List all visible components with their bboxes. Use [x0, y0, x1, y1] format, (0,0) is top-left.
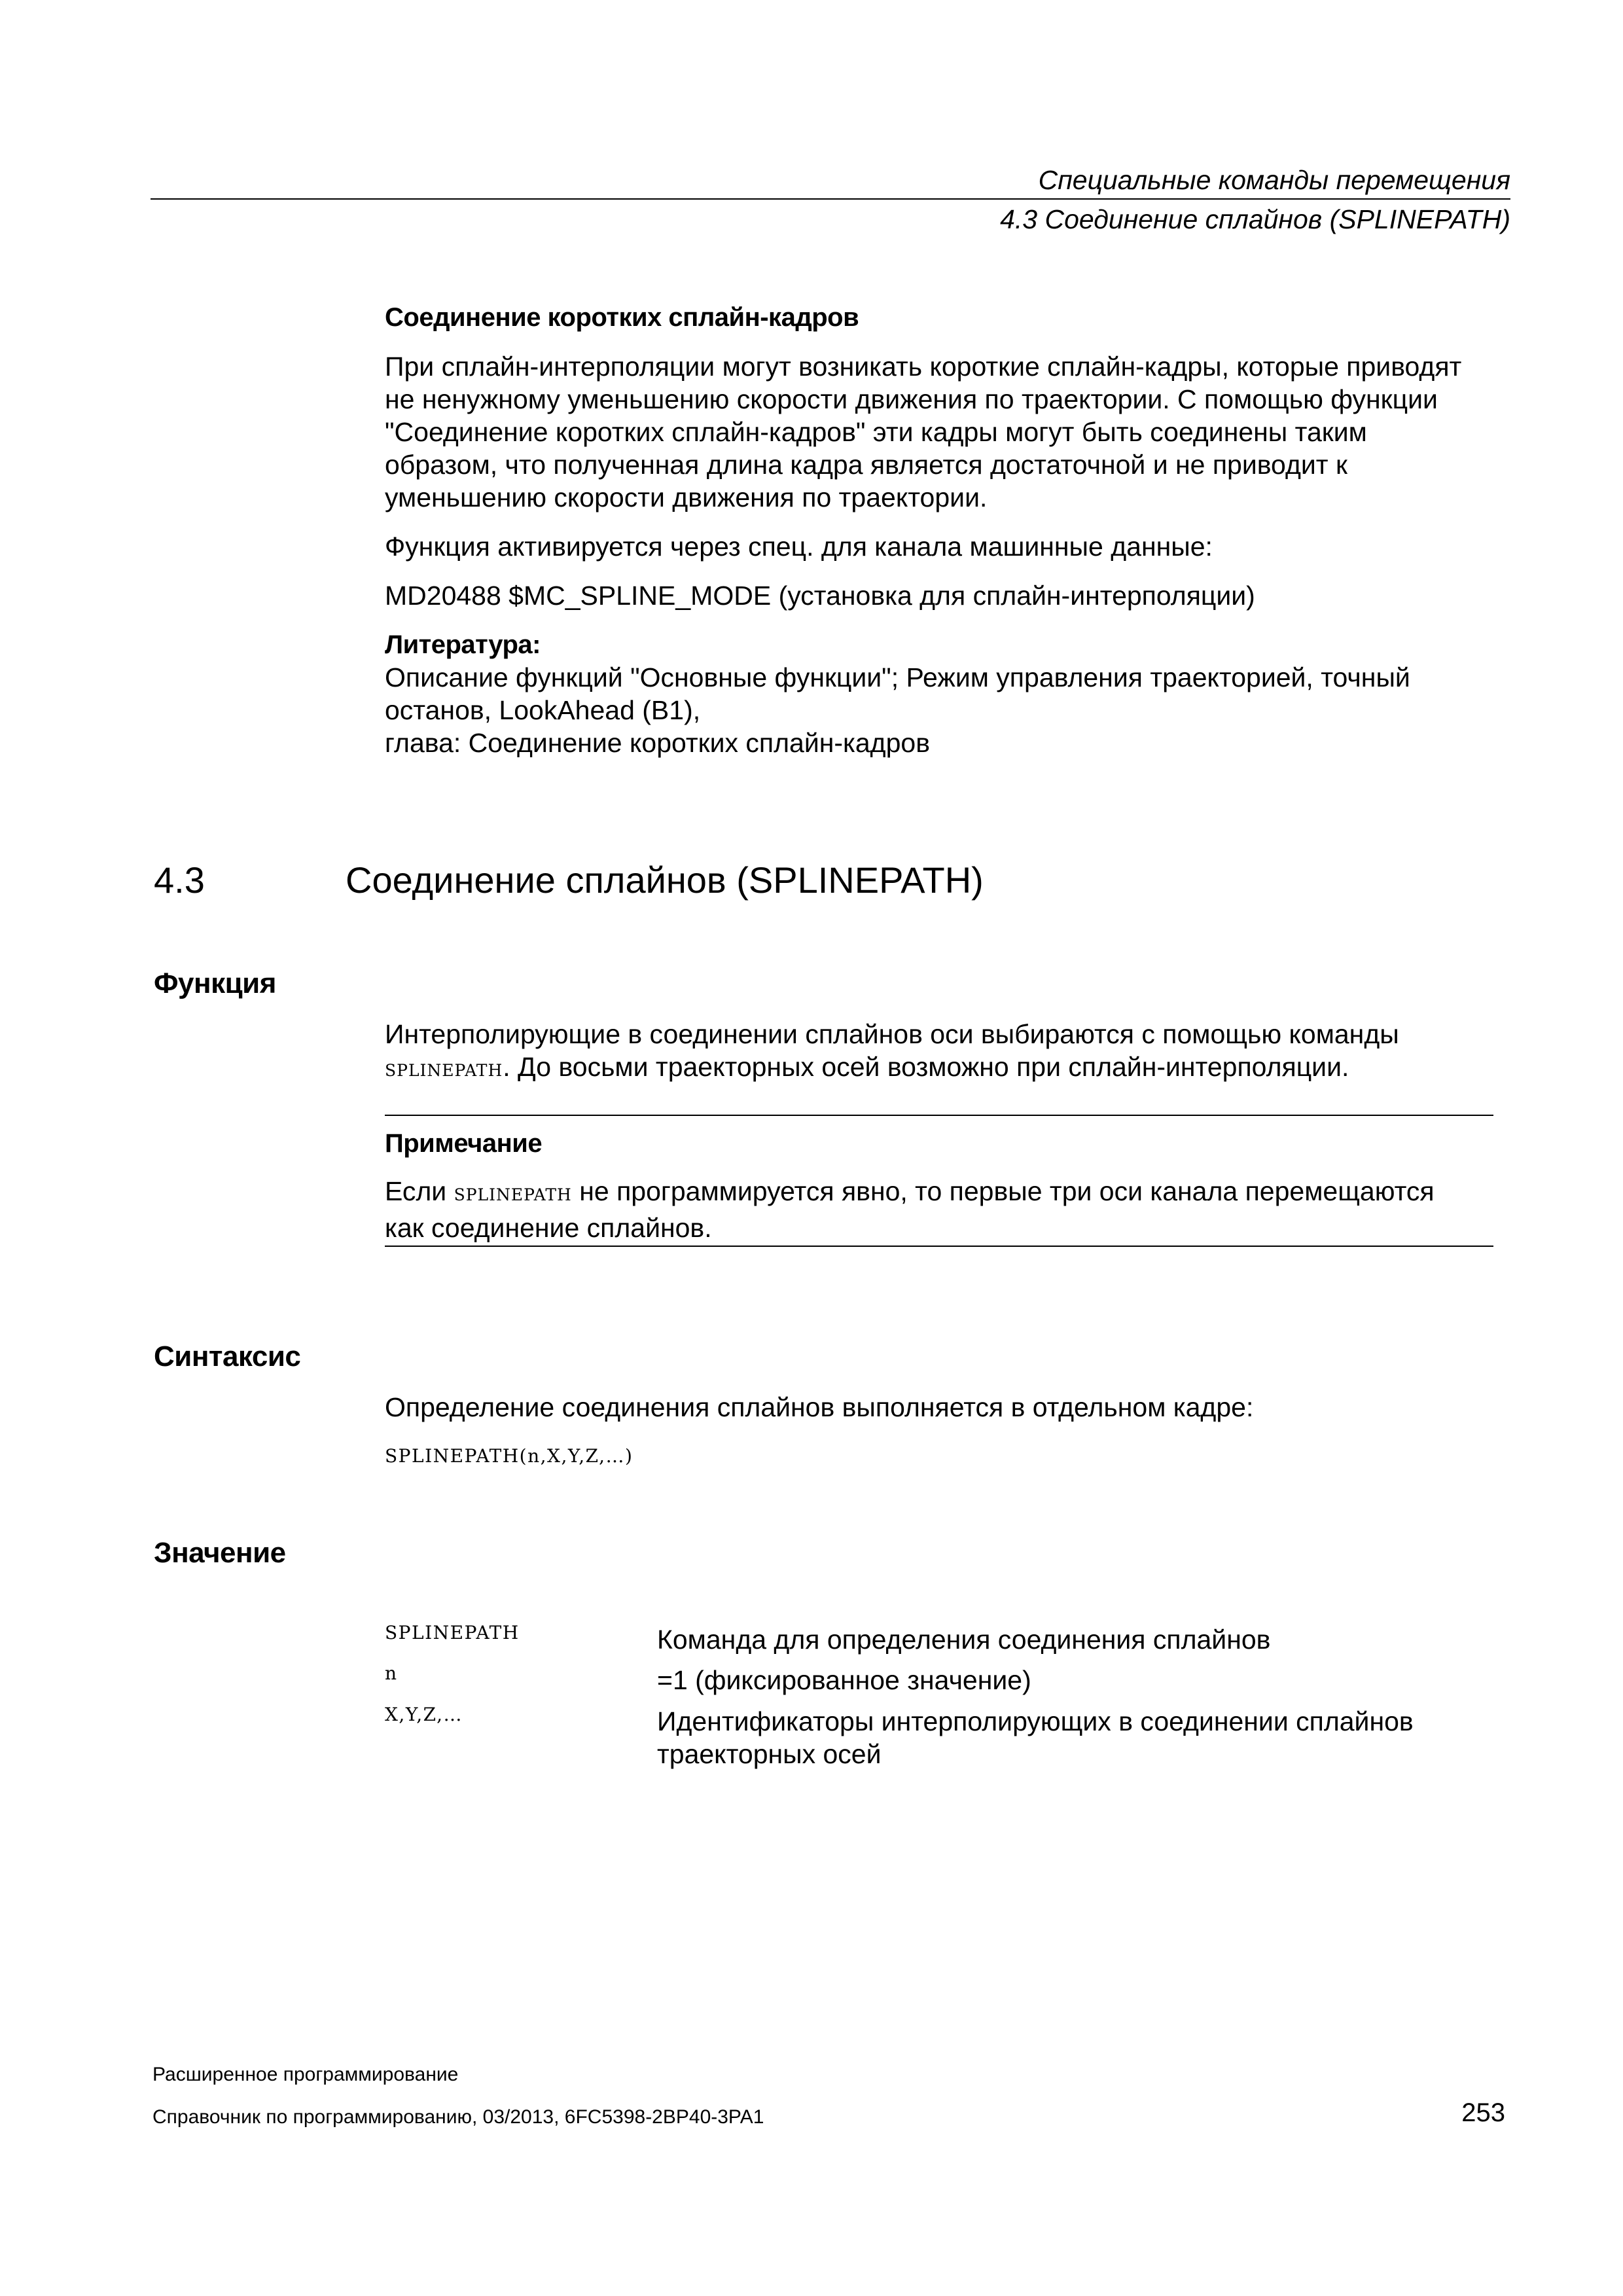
literature-line: глава: Соединение коротких сплайн-кадров: [385, 728, 930, 758]
note-line-start: Если: [385, 1176, 454, 1206]
meaning-heading: Значение: [154, 1537, 286, 1569]
note-line: как соединение сплайнов.: [385, 1213, 712, 1243]
note-line: [385, 1175, 1435, 1211]
meaning-desc-axes: [657, 1705, 1414, 1770]
short-blocks-heading: Соединение коротких сплайн-кадров: [385, 303, 859, 332]
note-label: Примечание: [385, 1129, 543, 1158]
footer-manual-info: Справочник по программированию, 03/2013, 6FC5398-2BP40-3PA1: [152, 2106, 764, 2128]
footer-book-title: Расширенное программирование: [152, 2064, 459, 2085]
short-blocks-paragraph: [385, 350, 1461, 514]
meaning-desc-n: =1 (фиксированное значение): [657, 1665, 1031, 1695]
syntax-code: SPLINEPATH(n,X,Y,Z,…): [385, 1445, 633, 1467]
paragraph-line: образом, что полученная длина кадра является достаточной и не приводит к: [385, 450, 1347, 480]
meaning-term-splinepath: SPLINEPATH: [385, 1622, 520, 1643]
activation-text: Функция активируется через спец. для канала машинные данные:: [385, 531, 1213, 562]
syntax-heading: Синтаксис: [154, 1340, 301, 1372]
meaning-desc-line: траекторных осей: [657, 1739, 882, 1769]
function-line-rest: . До восьми траекторных осей возможно при сплайн-интерполяции.: [503, 1052, 1349, 1082]
meaning-term-n: n: [385, 1662, 398, 1684]
paragraph-line: не ненужному уменьшению скорости движения по траектории. С помощью функции: [385, 384, 1438, 414]
splinepath-code: SPLINEPATH: [385, 1061, 503, 1080]
function-description: [385, 1018, 1399, 1087]
function-line: Интерполирующие в соединении сплайнов оси выбираются с помощью команды: [385, 1019, 1399, 1049]
meaning-desc-splinepath: Команда для определения соединения сплайнов: [657, 1624, 1271, 1655]
function-line: [385, 1050, 1399, 1087]
paragraph-line: "Соединение коротких сплайн-кадров" эти кадры могут быть соединены таким: [385, 417, 1367, 447]
note-text: [385, 1175, 1435, 1244]
running-header-section: 4.3 Соединение сплайнов (SPLINEPATH): [1000, 204, 1510, 234]
header-divider: [151, 198, 1510, 200]
literature-line: останов, LookAhead (B1),: [385, 695, 701, 725]
splinepath-code: SPLINEPATH: [454, 1185, 572, 1204]
note-bottom-rule: [385, 1246, 1493, 1247]
note-top-rule: [385, 1115, 1493, 1116]
note-line-end: не программируется явно, то первые три оси канала перемещаются: [571, 1176, 1435, 1206]
literature-label: Литература:: [385, 630, 541, 659]
running-header-chapter: Специальные команды перемещения: [1038, 165, 1510, 195]
page-number: 253: [1461, 2098, 1505, 2127]
literature-line: Описание функций "Основные функции"; Режим управления траекторией, точный: [385, 662, 1410, 692]
meaning-desc-line: Идентификаторы интерполирующих в соединении сплайнов: [657, 1706, 1414, 1736]
section-number: 4.3: [154, 859, 205, 901]
machine-data-text: MD20488 $MC_SPLINE_MODE (установка для сплайн-интерполяции): [385, 581, 1255, 611]
section-title: Соединение сплайнов (SPLINEPATH): [346, 859, 984, 901]
paragraph-line: При сплайн-интерполяции могут возникать короткие сплайн-кадры, которые приводят: [385, 351, 1462, 382]
syntax-description: Определение соединения сплайнов выполняется в отдельном кадре:: [385, 1392, 1254, 1422]
literature-reference: [385, 661, 1410, 759]
function-heading: Функция: [154, 967, 276, 999]
meaning-term-axes: X,Y,Z,…: [385, 1704, 463, 1725]
paragraph-line: уменьшению скорости движения по траектории.: [385, 482, 988, 512]
